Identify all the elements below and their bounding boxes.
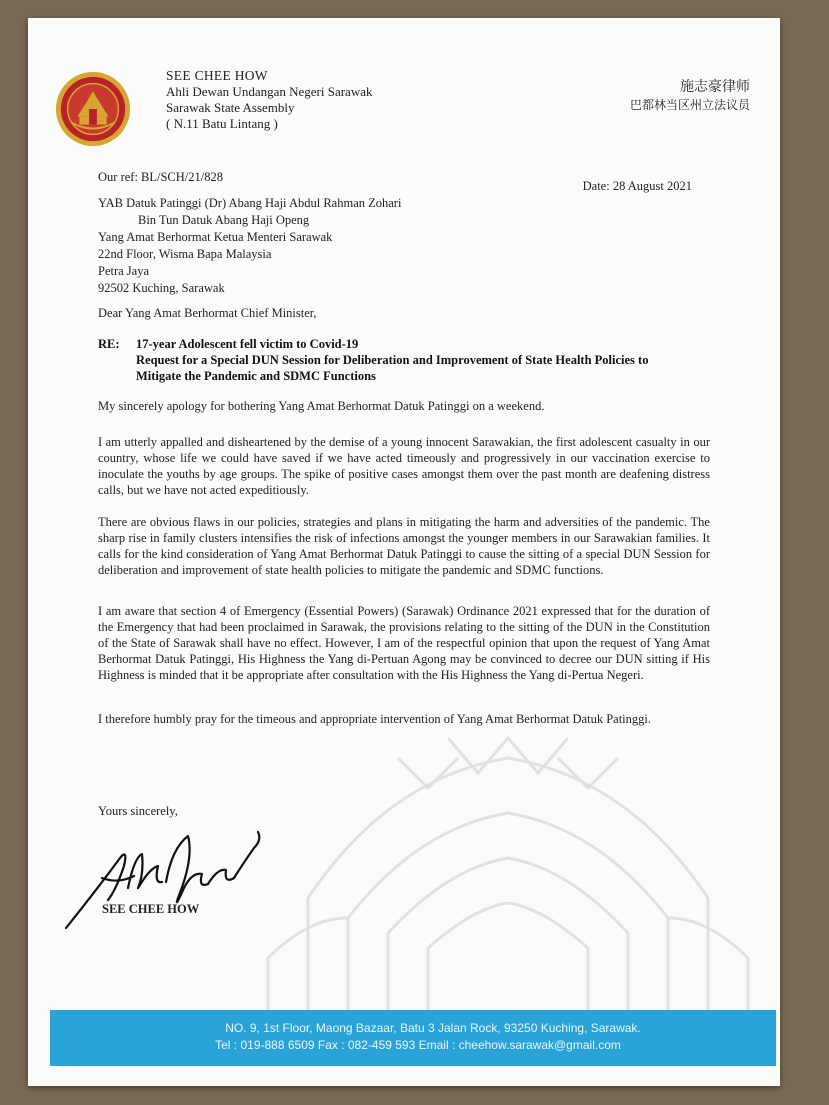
body-paragraph: I am aware that section 4 of Emergency (Essential Powers) (Sarawak) Ordinance 2021 expressed that for the duration of the Emergency that had been proclaimed in Sarawak, the provisions relating to the sitting of the DUN in the Constitution of the State of Sarawak shall have no effect. However, I am of the respectful opinion that upon the request of Yang Amat Berhormat Datuk Patinggi, His Highness the Yang di-Pertuan Agong may be convinced to decree our DUN sitting if His Highness is minded that it be appropriate after consultation with the His Highness the Yang di-Pertua Negeri. <box>98 604 710 682</box>
recipient-line: Petra Jaya <box>98 264 150 278</box>
sender-title-malay: Ahli Dewan Undangan Negeri Sarawak <box>166 84 373 99</box>
subject-label: RE: <box>98 337 120 351</box>
letter-page <box>28 18 780 1086</box>
footer-contact: Tel : 019-888 6509 Fax : 082-459 593 Email : cheehow.sarawak@gmail.com <box>215 1038 621 1052</box>
footer-contact-band <box>50 1010 776 1066</box>
body-paragraph: I am utterly appalled and disheartened by the demise of a young innocent Sarawakian, the first adolescent casualty in our country, whose life we could have saved if we have acted timeously and progressively in our vaccination exercise to inoculate the youths by age groups. The spike of positive cases amongst them over the past month are deafening distress calls, but we have not acted expeditiously. <box>98 435 710 497</box>
recipient-line: Bin Tun Datuk Abang Haji Openg <box>138 213 310 227</box>
sender-block <box>166 68 372 132</box>
reference-number: Our ref: BL/SCH/21/828 <box>98 170 223 184</box>
recipient-line: 92502 Kuching, Sarawak <box>98 281 225 295</box>
building-watermark <box>248 718 768 1038</box>
sarawak-state-crest-icon <box>54 70 132 148</box>
signatory-name: SEE CHEE HOW <box>102 902 200 916</box>
chinese-name: 施志豪律师 <box>680 79 750 95</box>
recipient-line: Yang Amat Berhormat Ketua Menteri Sarawak <box>98 230 333 244</box>
letter-date: Date: 28 August 2021 <box>582 179 692 193</box>
subject-line: Request for a Special DUN Session for Deliberation and Improvement of State Health Policies to <box>136 353 649 367</box>
footer-address: NO. 9, 1st Floor, Maong Bazaar, Batu 3 Jalan Rock, 93250 Kuching, Sarawak. <box>225 1021 641 1035</box>
salutation: Dear Yang Amat Berhormat Chief Minister, <box>98 306 317 320</box>
recipient-address <box>98 195 401 297</box>
recipient-line: YAB Datuk Patinggi (Dr) Abang Haji Abdul Rahman Zohari <box>98 196 402 210</box>
body-paragraph: I therefore humbly pray for the timeous and appropriate intervention of Yang Amat Berhormat Datuk Patinggi. <box>98 712 651 726</box>
sender-name: SEE CHEE HOW <box>166 68 268 83</box>
subject-line: 17-year Adolescent fell victim to Covid-19 <box>136 337 359 351</box>
chinese-title-block <box>630 78 750 114</box>
chinese-title: 巴都林当区州立法议员 <box>629 98 750 112</box>
sender-constituency: ( N.11 Batu Lintang ) <box>166 116 278 131</box>
body-paragraph: There are obvious flaws in our policies, strategies and plans in mitigating the harm and adversities of the pandemic. The sharp rise in family clusters intensifies the risk of infections amongst the younger members in our Sarawakian families. It calls for the kind consideration of Yang Amat Berhormat Datuk Patinggi to cause the sitting of a special DUN Session for deliberation and improvement of state health policies to mitigate the pandemic and SDMC functions. <box>98 515 710 577</box>
body-paragraph: My sincerely apology for bothering Yang Amat Berhormat Datuk Patinggi on a weekend. <box>98 399 545 413</box>
closing: Yours sincerely, <box>98 804 178 818</box>
sender-title-english: Sarawak State Assembly <box>166 100 295 115</box>
recipient-line: 22nd Floor, Wisma Bapa Malaysia <box>98 247 272 261</box>
subject-line: Mitigate the Pandemic and SDMC Functions <box>136 369 376 383</box>
handwritten-signature <box>58 818 268 938</box>
